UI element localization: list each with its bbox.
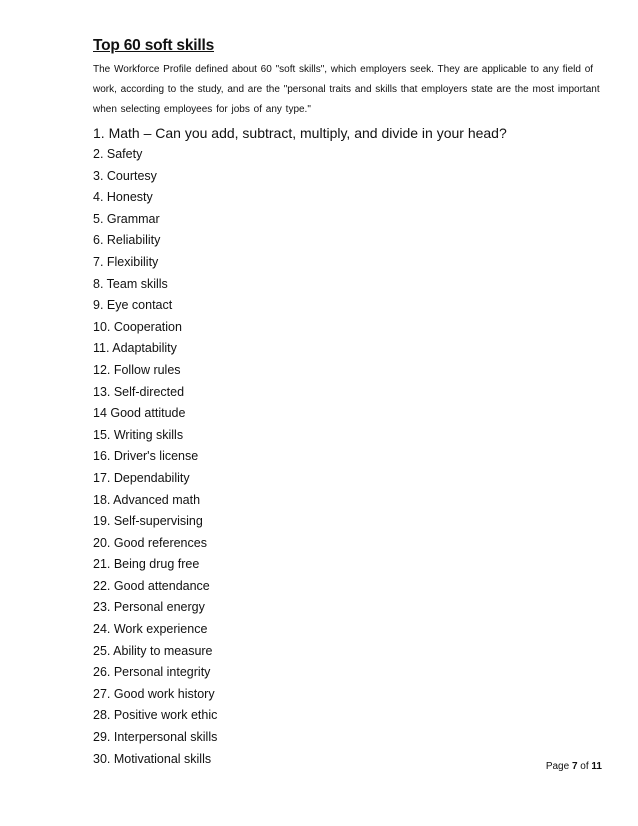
skill-list-item: 19. Self-supervising	[93, 514, 203, 529]
skill-list-item: 21. Being drug free	[93, 557, 200, 572]
skill-list-item: 17. Dependability	[93, 470, 190, 485]
skill-list-item: 5. Grammar	[93, 211, 160, 226]
skills-list	[93, 122, 605, 770]
document-title: Top 60 soft skills	[93, 37, 215, 54]
skill-list-item: 4. Honesty	[93, 190, 153, 205]
skill-list-item: 2. Safety	[93, 147, 143, 161]
skill-list-item: 15. Writing skills	[93, 427, 184, 442]
page-number: 7	[571, 761, 578, 772]
skill-list-item: 29. Interpersonal skills	[93, 730, 218, 745]
skill-list-item: 14 Good attitude	[93, 406, 186, 421]
skill-list-item: 6. Reliability	[93, 233, 161, 248]
skill-list-item: 27. Good work history	[93, 686, 215, 701]
skill-list-item: 26. Personal integrity	[93, 665, 211, 680]
skill-list-item: 25. Ability to measure	[93, 643, 213, 658]
page-footer	[546, 760, 602, 774]
skill-list-item: 30. Motivational skills	[93, 751, 212, 766]
skill-list-item: 11. Adaptability	[93, 341, 177, 356]
skill-list-item: 18. Advanced math	[93, 492, 201, 507]
document-page	[93, 36, 605, 770]
intro-paragraph: The Workforce Profile defined about 60 "soft skills", which employers seek. They are applicable to any field of work, according to the study, and are the "personal traits and skills that employers state are the most important when selecting employees for jobs of any type."	[93, 64, 600, 115]
skill-list-item: 28. Positive work ethic	[93, 708, 218, 723]
skill-list-item: 3. Courtesy	[93, 168, 157, 183]
skill-list-item: 9. Eye contact	[93, 298, 173, 313]
page-label: Page	[545, 761, 572, 772]
skill-list-item: 7. Flexibility	[93, 254, 159, 269]
skill-list-item: 10. Cooperation	[93, 319, 182, 334]
skill-list-item: 22. Good attendance	[93, 578, 210, 593]
skill-list-item: 16. Driver's license	[93, 449, 199, 464]
of-label: of	[580, 761, 592, 772]
skill-list-item: 13. Self-directed	[93, 384, 185, 399]
skill-list-item: 23. Personal energy	[93, 600, 205, 615]
skill-list-item: 20. Good references	[93, 535, 207, 550]
skill-list-item: 24. Work experience	[93, 622, 208, 637]
total-pages: 11	[591, 761, 602, 772]
skill-list-item: 1. Math – Can you add, subtract, multiply, and divide in your head?	[93, 125, 507, 141]
skill-list-item: 8. Team skills	[93, 276, 168, 291]
skill-list-item: 12. Follow rules	[93, 362, 181, 377]
